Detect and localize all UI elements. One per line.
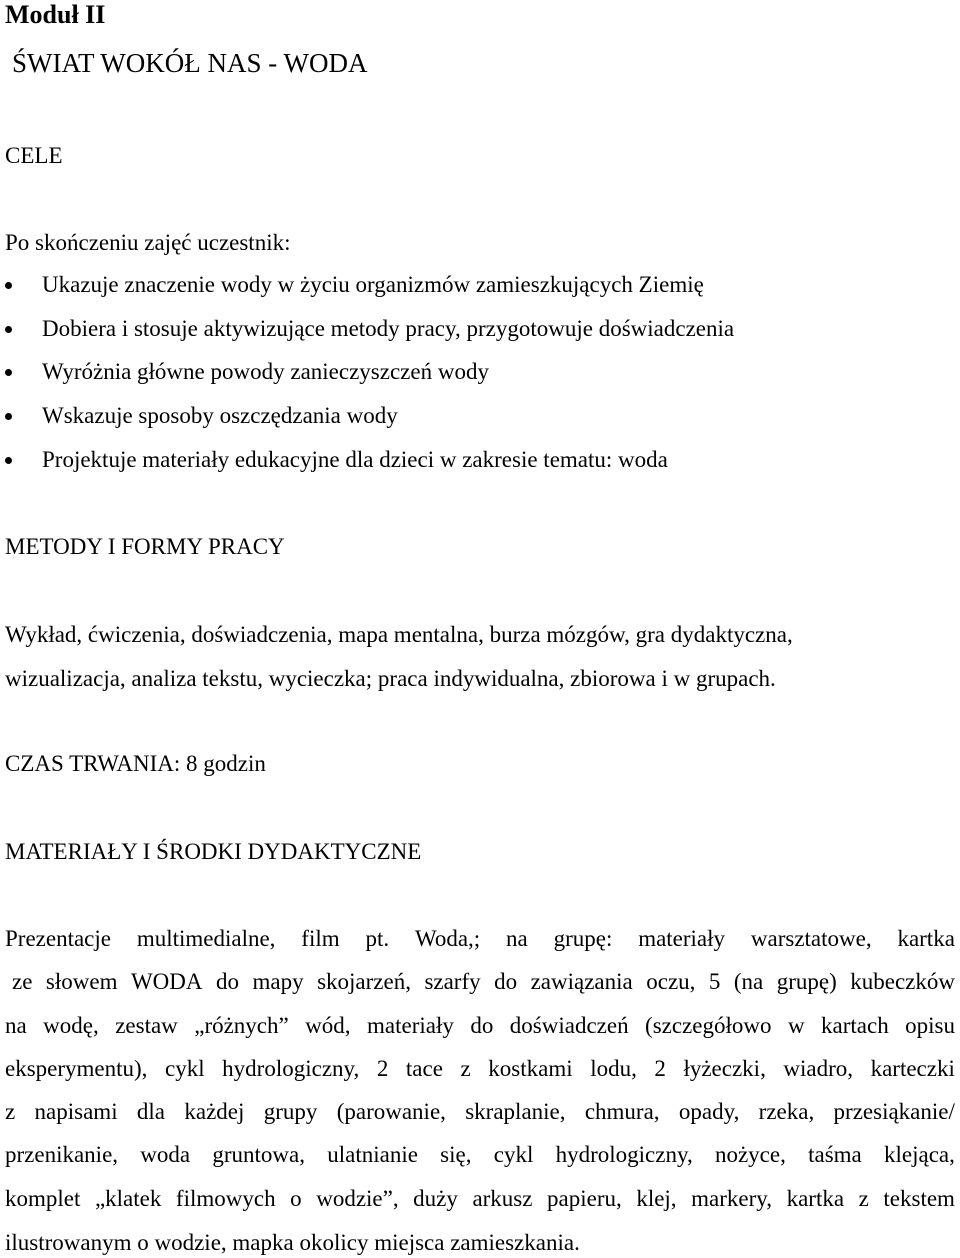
word: woda — [140, 1142, 191, 1167]
word: warsztatowe, — [750, 926, 872, 951]
word: doświadczeń — [509, 1013, 629, 1038]
module-label: Moduł II — [5, 0, 106, 29]
word: komplet — [5, 1186, 81, 1211]
word: hydrologiczny, — [222, 1056, 360, 1081]
goal-text: Projektuje materiały edukacyjne dla dzieci w zakresie tematu: woda — [42, 447, 668, 472]
word: mapy — [252, 969, 304, 994]
word: grupy — [263, 1099, 318, 1124]
word: ulatnianie — [327, 1142, 418, 1167]
word: skojarzeń, — [317, 969, 411, 994]
methods-heading: METODY I FORMY PRACY — [5, 534, 285, 559]
word: taśma — [808, 1142, 862, 1167]
word: tekstem — [883, 1186, 955, 1211]
materials-text-line: ilustrowanym o wodzie, mapka okolicy miejsca zamieszkania. — [5, 1230, 580, 1255]
materials-text-line — [5, 1141, 955, 1169]
word: o — [290, 1186, 302, 1211]
word: kostkami — [488, 1056, 573, 1081]
word: napisami — [34, 1099, 118, 1124]
word: filmowych — [175, 1186, 276, 1211]
materials-text-line — [5, 1185, 955, 1213]
word: WODA — [130, 969, 203, 994]
word: karteczki — [870, 1056, 955, 1081]
bullet-icon — [5, 369, 12, 376]
word: wodzie”, — [316, 1186, 399, 1211]
bullet-icon — [5, 413, 12, 420]
bullet-icon — [5, 282, 12, 289]
word: (parowanie, — [336, 1099, 446, 1124]
word: oczu, — [646, 969, 696, 994]
word: kartka — [786, 1186, 845, 1211]
word: „różnych” — [194, 1013, 289, 1038]
word: „klatek — [94, 1186, 162, 1211]
word: z — [460, 1056, 471, 1081]
word: z — [5, 1099, 16, 1124]
word: nożyce, — [714, 1142, 786, 1167]
methods-text-line: wizualizacja, analiza tekstu, wycieczka; praca indywidualna, zbiorowa i w grupach. — [5, 666, 776, 691]
word: eksperymentu), — [5, 1056, 148, 1081]
word: na — [5, 1013, 27, 1038]
goals-intro: Po skończeniu zajęć uczestnik: — [5, 230, 291, 255]
word: klejąca, — [884, 1142, 955, 1167]
word: kubeczków — [850, 969, 955, 994]
goals-heading: CELE — [5, 143, 63, 168]
word: grupę) — [776, 969, 837, 994]
word: wodę, — [43, 1013, 99, 1038]
goal-text: Wskazuje sposoby oszczędzania wody — [42, 403, 398, 428]
word: do — [470, 1013, 494, 1038]
word: tace — [405, 1056, 443, 1081]
word: wód, — [305, 1013, 351, 1038]
word: (na — [733, 969, 764, 994]
word: opisu — [905, 1013, 955, 1038]
word: film — [301, 926, 340, 951]
word: materiały — [367, 1013, 454, 1038]
word: cykl — [493, 1142, 534, 1167]
duration-row — [5, 750, 266, 778]
goal-text: Dobiera i stosuje aktywizujące metody pracy, przygotowuje doświadczenia — [42, 316, 735, 341]
word: markery, — [691, 1186, 773, 1211]
word: skraplanie, — [465, 1099, 566, 1124]
word: przenikanie, — [5, 1142, 119, 1167]
word: przesiąkanie/ — [833, 1099, 955, 1124]
word: szarfy — [424, 969, 481, 994]
word: się, — [440, 1142, 472, 1167]
word: do — [215, 969, 239, 994]
word: gruntowa, — [212, 1142, 305, 1167]
word: rzeka, — [758, 1099, 815, 1124]
word: hydrologiczny, — [555, 1142, 693, 1167]
word: 2 — [376, 1056, 389, 1081]
goal-text: Ukazuje znaczenie wody w życiu organizmów zamieszkujących Ziemię — [42, 272, 704, 297]
word: ze — [12, 969, 33, 994]
word: (szczegółowo — [645, 1013, 772, 1038]
duration-value: 8 godzin — [186, 751, 266, 776]
word: chmura, — [584, 1099, 660, 1124]
word: w — [787, 1013, 805, 1038]
word: Prezentacje — [5, 926, 111, 951]
word: każdej — [184, 1099, 245, 1124]
word: kartach — [821, 1013, 889, 1038]
word: duży — [413, 1186, 458, 1211]
word: wiadro, — [783, 1056, 854, 1081]
word: kartka — [897, 926, 955, 951]
word: materiały — [638, 926, 726, 951]
word: grupę: — [553, 926, 613, 951]
materials-text-line — [5, 1098, 955, 1126]
word: z — [858, 1186, 869, 1211]
materials-text-line — [5, 1055, 955, 1083]
word: zawiązania — [530, 969, 633, 994]
materials-heading: MATERIAŁY I ŚRODKI DYDAKTYCZNE — [5, 839, 422, 864]
bullet-icon — [5, 457, 12, 464]
duration-label: CZAS TRWANIA: — [5, 751, 181, 776]
word: 2 — [654, 1056, 666, 1081]
word: opady, — [678, 1099, 740, 1124]
word: arkusz — [472, 1186, 533, 1211]
word: multimedialne, — [136, 926, 276, 951]
word: na — [506, 926, 528, 951]
word: cykl — [165, 1056, 205, 1081]
word: zestaw — [115, 1013, 178, 1038]
word: papieru, — [547, 1186, 622, 1211]
page-title: ŚWIAT WOKÓŁ NAS - WODA — [12, 48, 368, 78]
materials-text-line — [12, 968, 955, 996]
word: słowem — [45, 969, 118, 994]
word: Woda,; — [414, 926, 481, 951]
word: dla — [136, 1099, 166, 1124]
word: lodu, — [590, 1056, 637, 1081]
word: łyżeczki, — [683, 1056, 766, 1081]
bullet-icon — [5, 326, 12, 333]
word: pt. — [365, 926, 390, 951]
word: 5 — [708, 969, 721, 994]
materials-text-line — [5, 1012, 955, 1040]
goal-text: Wyróżnia główne powody zanieczyszczeń wody — [42, 359, 489, 384]
materials-text-line — [5, 925, 955, 953]
word: do — [494, 969, 518, 994]
word: klej, — [636, 1186, 677, 1211]
methods-text-line: Wykład, ćwiczenia, doświadczenia, mapa mentalna, burza mózgów, gra dydaktyczna, — [5, 622, 793, 647]
